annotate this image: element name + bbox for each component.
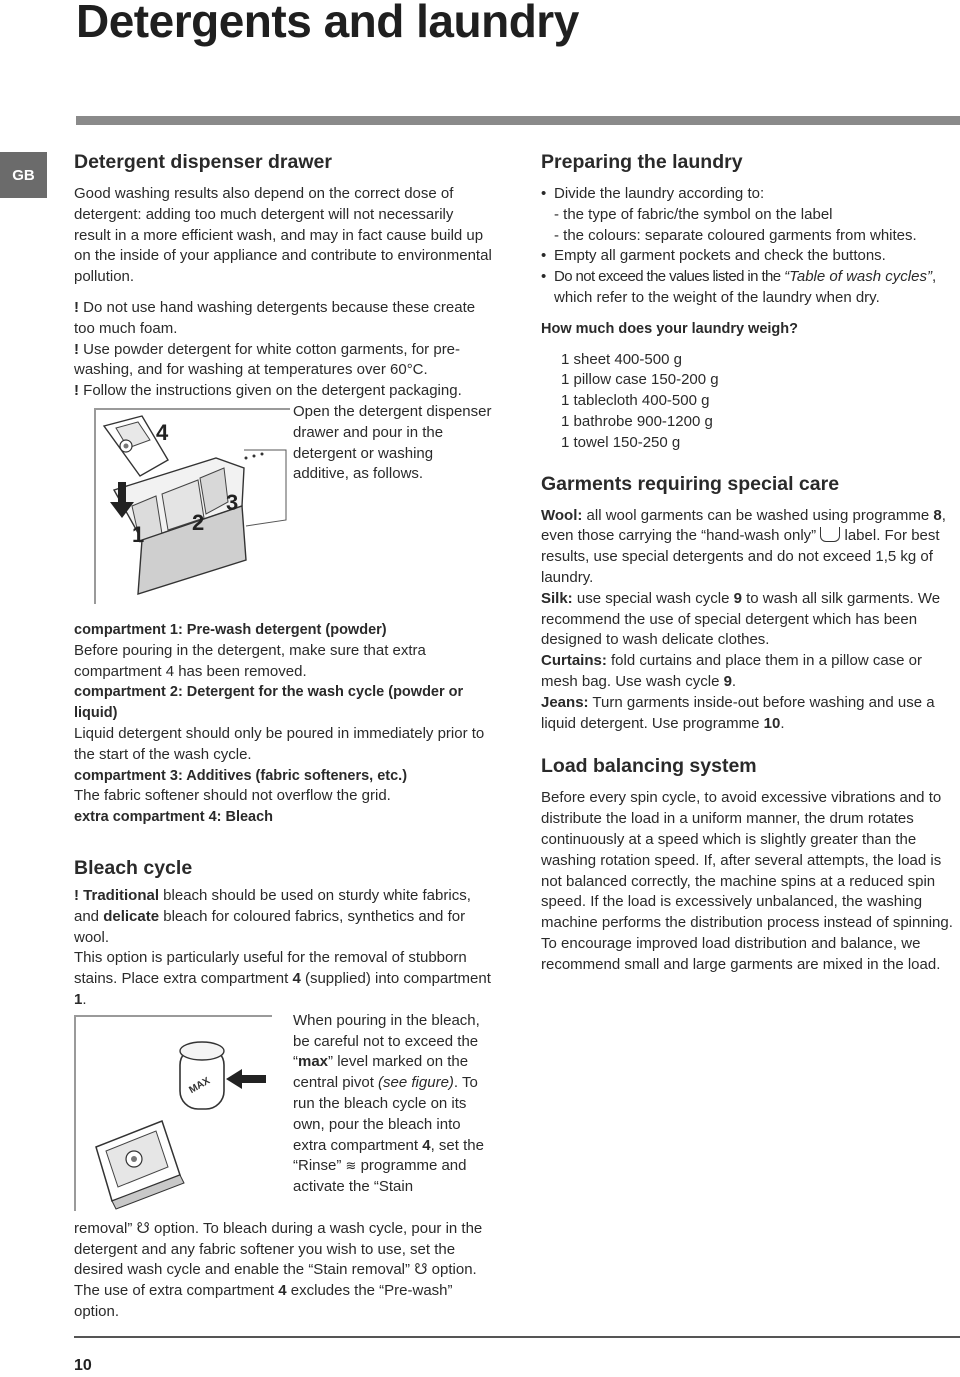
stain-removal-icon: ☋: [136, 1219, 150, 1237]
load-balancing-text: Before every spin cycle, to avoid excessive vibrations and to distribute the load in a uniform manner, the drum rotates continuously at a speed which is slightly greater than the washing rotation speed. If, after several attempts, the load is not balanced correctly, the machine spins at a reduced spin speed. If the load is excessively unbalanced, the washing machine performs the distribution process instead of spinning. To encourage improved load distribution and balance, we recommend small and large garments are mixed in the load.: [541, 789, 953, 973]
compartment-3-title: compartment 3: Additives (fabric softeners, etc.): [74, 767, 408, 784]
load-balancing-heading: Load balancing system: [541, 755, 757, 778]
bleach-types: ! Traditional bleach should be used on sturdy white fabrics, and delicate bleach for coloured fabrics, synthetics and for wool.: [74, 886, 471, 946]
special-care-section: [541, 472, 960, 735]
silk-instructions: Silk: use special wash cycle 9 to wash all silk garments. We recommend the use of special detergent which has been designed to wash delicate clothes.: [541, 589, 941, 649]
wool-instructions: Wool: all wool garments can be washed using programme 8, even those carrying the “hand-wash only” label. For best results, use special detergents and do not exceed 1,5 kg of laundry.: [541, 506, 946, 586]
load-balancing-section: [541, 754, 960, 975]
weight-item: 1 pillow case 150-200 g: [561, 371, 719, 389]
weight-item: 1 tablecloth 400-500 g: [561, 392, 710, 410]
bleach-usage: This option is particularly useful for the removal of stubborn stains. Place extra compartment 4 (supplied) into compartment 1.: [74, 949, 491, 1008]
dispenser-figure: [94, 408, 290, 604]
bleach-figure-row: [74, 1011, 494, 1219]
dispenser-heading: Detergent dispenser drawer: [74, 151, 332, 173]
warning-hand-washing: ! Do not use hand washing detergents because these create too much foam.: [74, 298, 476, 337]
compartment-3-text: The fabric softener should not overflow the grid.: [74, 787, 391, 805]
compartment-2-text: Liquid detergent should only be poured in immediately prior to the start of the wash cycle.: [74, 724, 485, 763]
stain-removal-icon: ☋: [414, 1261, 428, 1279]
weigh-title: How much does your laundry weigh?: [541, 320, 798, 337]
compartment-4-title: extra compartment 4: Bleach: [74, 809, 274, 826]
max-level-label: MAX: [187, 1075, 213, 1096]
weights-list: [561, 350, 960, 454]
label-compartment-2: 2: [192, 509, 205, 535]
dispenser-figure-row: [74, 402, 494, 620]
warning-packaging: ! Follow the instructions given on the detergent packaging.: [74, 382, 462, 400]
dispenser-section: [74, 150, 494, 828]
warning-mark: !: [74, 340, 79, 358]
weight-item: 1 bathrobe 900-1200 g: [561, 412, 713, 430]
dispenser-drawer-illustration: [96, 410, 290, 604]
language-tab: GB: [0, 152, 47, 198]
label-compartment-4: 4: [156, 419, 169, 445]
bleach-section: [74, 856, 494, 1323]
label-compartment-3: 3: [226, 489, 239, 515]
footer-divider: [74, 1336, 960, 1338]
bleach-instructions: removal” ☋ option. To bleach during a wash cycle, pour in the detergent and any fabric softener you wish to use, set the desired wash cycle and enable the “Stain removal” ☋ option. The use of extra compartment 4 excludes the “Pre-wash” option.: [74, 1219, 483, 1320]
jeans-instructions: Jeans: Turn garments inside-out before washing and use a liquid detergent. Use programme 10.: [541, 693, 935, 732]
bleach-compartment-illustration: [76, 1017, 272, 1211]
hand-wash-icon: [820, 527, 840, 542]
bleach-figure: [74, 1015, 272, 1211]
bullet-divide: • Divide the laundry according to: - the type of fabric/the symbol on the label - the colours: separate coloured garments from whites.: [541, 185, 917, 244]
page-title: Detergents and laundry: [76, 0, 579, 47]
preparing-section: [541, 150, 960, 454]
compartment-2-title: compartment 2: Detergent for the wash cycle (powder or liquid): [74, 684, 464, 722]
compartment-1-text: Before pouring in the detergent, make sure that extra compartment 4 has been removed.: [74, 641, 426, 680]
warning-powder: ! Use powder detergent for white cotton garments, for pre-washing, and for washing at temperatures over 60°C.: [74, 340, 461, 379]
bleach-figure-caption: When pouring in the bleach, be careful not to exceed the “max” level marked on the central pivot (see figure). To run the bleach cycle on its own, pour the bleach into extra compartment 4, set the “Rinse” ≋ programme and activate the “Stain: [293, 1011, 484, 1196]
preparing-heading: Preparing the laundry: [541, 151, 743, 173]
bleach-heading: Bleach cycle: [74, 856, 193, 879]
left-column: [74, 150, 494, 1323]
curtains-instructions: Curtains: fold curtains and place them in a pillow case or mesh bag. Use wash cycle 9.: [541, 652, 923, 690]
warning-mark: !: [74, 382, 79, 400]
weight-item: 1 sheet 400-500 g: [561, 350, 682, 368]
dispenser-intro: Good washing results also depend on the correct dose of detergent: adding too much detergent will not necessarily result in a more efficient wash, and may in fact cause build up on the inside of your appliance and contribute to environmental pollution.: [74, 185, 492, 286]
bullet-do-not-exceed: • Do not exceed the values listed in the “Table of wash cycles”, which refer to the weight of the laundry when dry.: [541, 268, 937, 306]
title-divider: [76, 116, 960, 125]
right-column: [541, 150, 960, 976]
warning-mark: !: [74, 298, 79, 316]
bullet-pockets: • Empty all garment pockets and check the buttons.: [541, 247, 886, 265]
special-care-heading: Garments requiring special care: [541, 472, 840, 495]
page-number: 10: [74, 1357, 92, 1374]
label-compartment-1: 1: [132, 521, 145, 547]
compartment-1-title: compartment 1: Pre-wash detergent (powder): [74, 621, 387, 638]
rinse-icon: ≋: [345, 1158, 357, 1174]
dispenser-figure-caption: Open the detergent dispenser drawer and pour in the detergent or washing additive, as follows.: [293, 402, 492, 483]
weight-item: 1 towel 150-250 g: [561, 433, 681, 451]
